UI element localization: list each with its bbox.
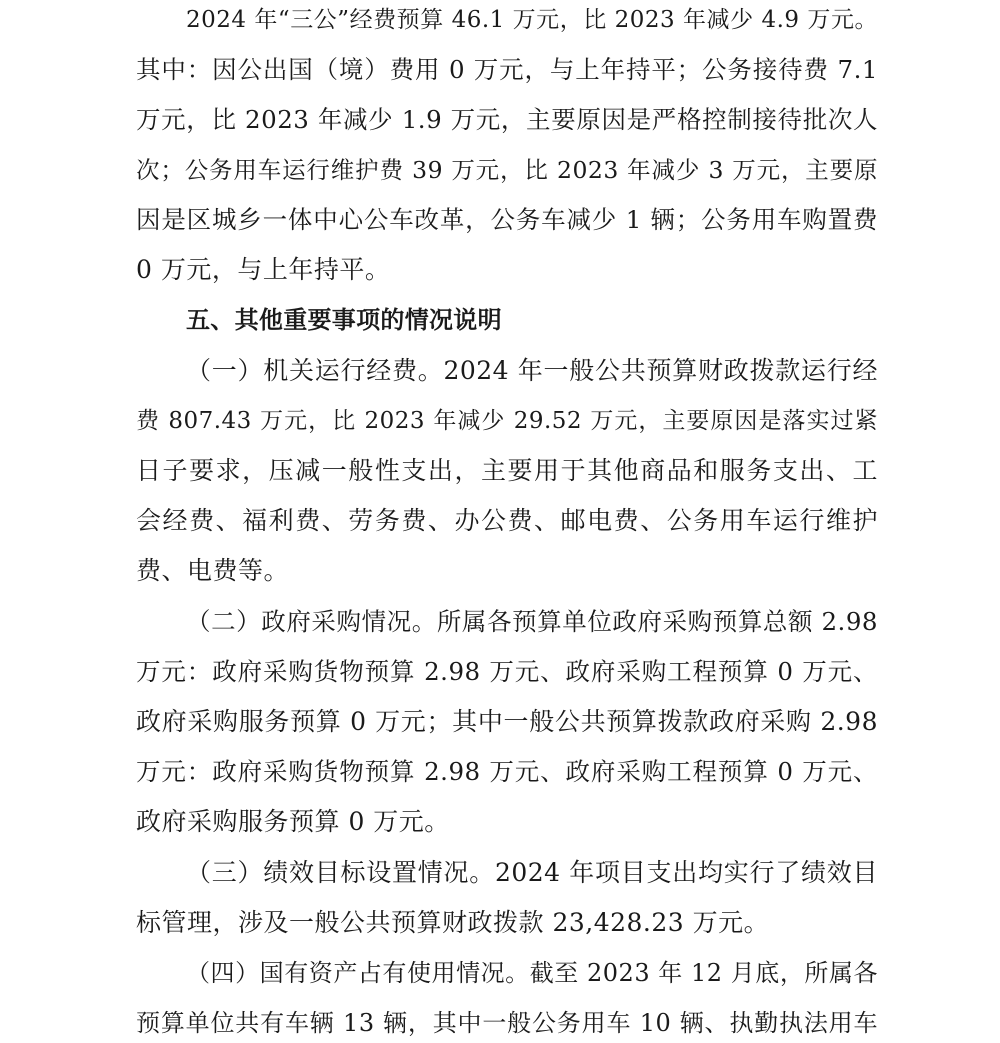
paragraph-line: 次；公务用车运行维护费 39 万元，比 2023 年减少 3 万元，主要原 [136, 156, 878, 184]
paragraph-line: （三）绩效目标设置情况。2024 年项目支出均实行了绩效目 [186, 858, 878, 887]
paragraph-line: 万元：政府采购货物预算 2.98 万元、政府采购工程预算 0 万元、 [136, 657, 878, 686]
paragraph-line: 0 万元，与上年持平。 [136, 255, 391, 284]
paragraph-line: （四）国有资产占有使用情况。截至 2023 年 12 月底，所属各 [186, 959, 878, 987]
paragraph-line: 政府采购服务预算 0 万元；其中一般公共预算拨款政府采购 2.98 [136, 707, 878, 736]
paragraph-line: 政府采购服务预算 0 万元。 [136, 807, 450, 836]
paragraph-line: 2024 年“三公”经费预算 46.1 万元，比 2023 年减少 4.9 万元。 [186, 7, 878, 33]
paragraph-line: 费 807.43 万元，比 2023 年减少 29.52 万元，主要原因是落实过紧 [136, 408, 878, 434]
paragraph-line: 预算单位共有车辆 13 辆，其中一般公务用车 10 辆、执勤执法用车 [136, 1009, 878, 1037]
paragraph-line: （一）机关运行经费。2024 年一般公共预算财政拨款运行经 [186, 356, 878, 385]
paragraph-line: （二）政府采购情况。所属各预算单位政府采购预算总额 2.98 [186, 607, 878, 636]
paragraph-line: 日子要求，压减一般性支出，主要用于其他商品和服务支出、工 [136, 456, 878, 485]
section-heading: 五、其他重要事项的情况说明 [186, 306, 502, 334]
paragraph-line: 会经费、福利费、劳务费、办公费、邮电费、公务用车运行维护 [136, 506, 878, 535]
paragraph-line: 万元：政府采购货物预算 2.98 万元、政府采购工程预算 0 万元、 [136, 757, 878, 786]
paragraph-line: 万元，比 2023 年减少 1.9 万元，主要原因是严格控制接待批次人 [136, 105, 878, 134]
paragraph-line: 其中：因公出国（境）费用 0 万元，与上年持平；公务接待费 7.1 [136, 55, 878, 84]
paragraph-line: 费、电费等。 [136, 556, 290, 585]
paragraph-line: 标管理，涉及一般公共预算财政拨款 23,428.23 万元。 [136, 908, 770, 937]
paragraph-line: 因是区城乡一体中心公车改革，公务车减少 1 辆；公务用车购置费 [136, 205, 878, 234]
